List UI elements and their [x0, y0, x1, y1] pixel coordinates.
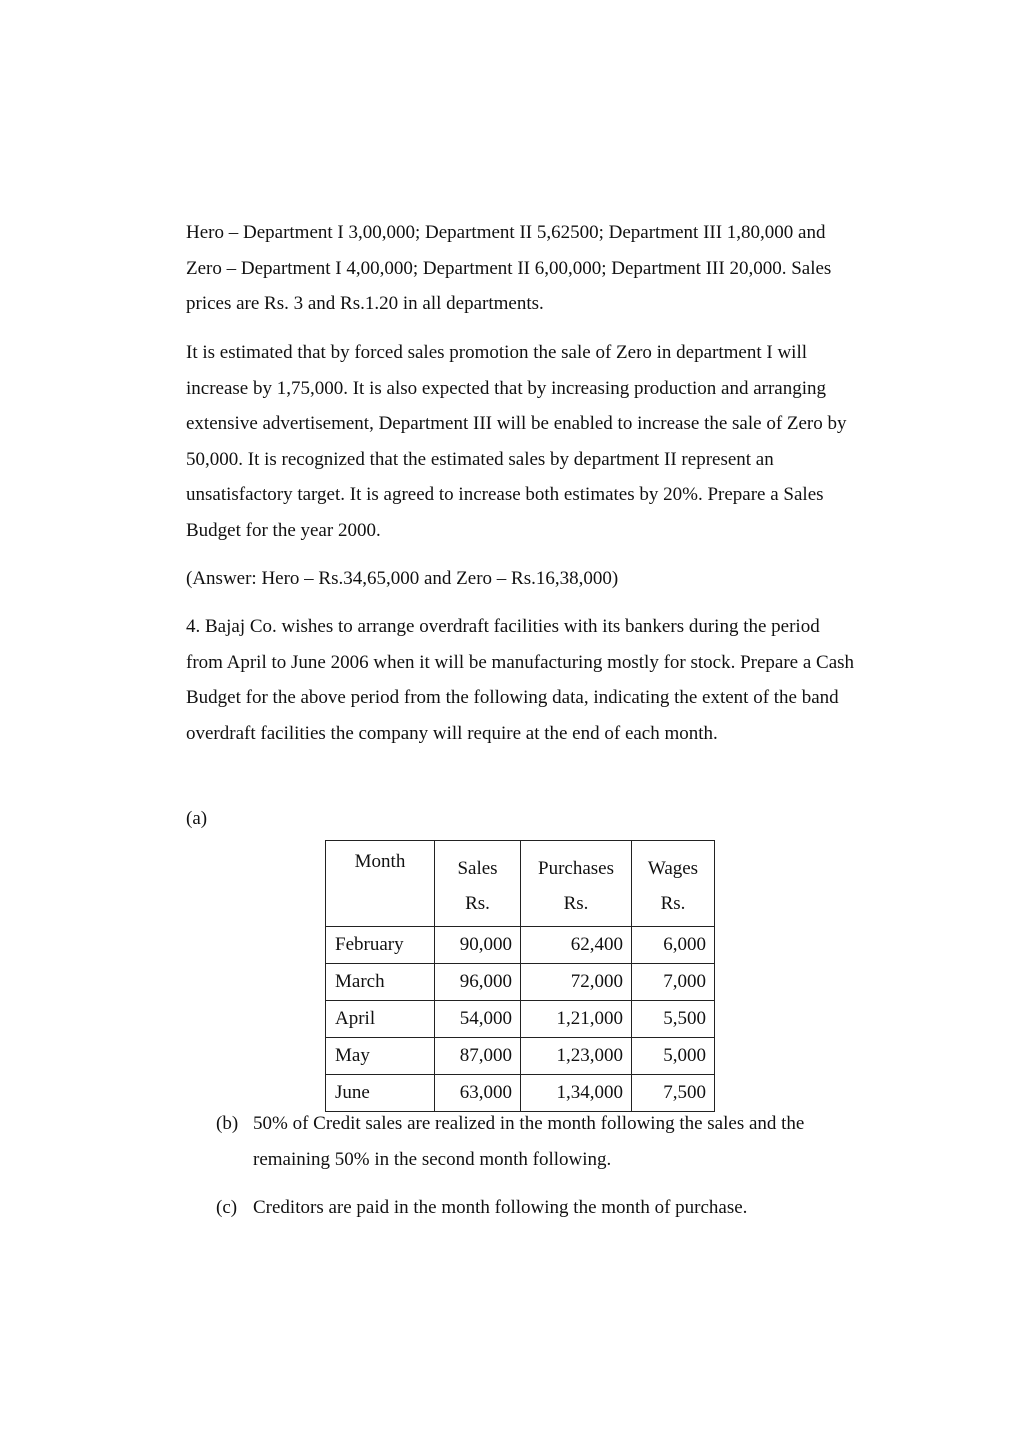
cell-sales: 90,000: [435, 927, 521, 964]
table-row: [326, 964, 715, 1001]
cell-sales: 54,000: [435, 1001, 521, 1038]
table-row: [326, 927, 715, 964]
cell-month: May: [326, 1038, 435, 1075]
paragraph-estimates: It is estimated that by forced sales promotion the sale of Zero in department I will increase by 1,75,000. It is also expected that by increasing production and arranging extensive advertisement, Department III will be enabled to increase the sale of Zero by 50,000. It is recognized that the estimated sales by department II represent an unsatisfactory target. It is agreed to increase both estimates by 20%. Prepare a Sales Budget for the year 2000.: [186, 342, 847, 541]
cell-wages: 6,000: [632, 927, 715, 964]
cell-month: February: [326, 927, 435, 964]
table-header-row: [326, 841, 715, 927]
item-b-marker: (b): [216, 1113, 239, 1134]
header-sales-unit: Rs.: [465, 893, 490, 914]
item-c-text: Creditors are paid in the month following the month of purchase.: [253, 1197, 748, 1218]
header-wages-unit: Rs.: [660, 893, 686, 914]
cell-purchases: 1,21,000: [521, 1001, 632, 1038]
header-purchases-unit: Rs.: [563, 893, 589, 914]
header-sales-label: Sales: [457, 858, 498, 879]
item-a-label: (a): [186, 808, 208, 829]
paragraph-question-4: 4. Bajaj Co. wishes to arrange overdraft facilities with its bankers during the period from April to June 2006 when it will be manufacturing mostly for stock. Prepare a Cash Budget for the above period from the following data, indicating the extent of the band overdraft facilities the company will require at the end of each month.: [186, 616, 855, 744]
cell-wages: 5,000: [632, 1038, 715, 1075]
cell-purchases: 72,000: [521, 964, 632, 1001]
cell-wages: 7,000: [632, 964, 715, 1001]
header-month: Month: [326, 841, 435, 927]
item-b-text: 50% of Credit sales are realized in the month following the sales and the remaining 50% in the second month following.: [253, 1113, 805, 1170]
paragraph-answer: (Answer: Hero – Rs.34,65,000 and Zero – Rs.16,38,000): [186, 568, 619, 589]
cell-month: April: [326, 1001, 435, 1038]
cell-wages: 5,500: [632, 1001, 715, 1038]
header-purchases: [521, 841, 632, 927]
monthly-data-table: [325, 840, 715, 1112]
header-wages-label: Wages: [647, 858, 699, 879]
cell-purchases: 1,34,000: [521, 1075, 632, 1112]
cell-month: June: [326, 1075, 435, 1112]
cell-sales: 96,000: [435, 964, 521, 1001]
paragraph-department-sales: Hero – Department I 3,00,000; Department II 5,62500; Department III 1,80,000 and Zero – Department I 4,00,000; Department II 6,00,000; Department III 20,000. Sales prices are Rs. 3 and Rs.1.20 in all departments.: [186, 222, 832, 314]
cell-purchases: 62,400: [521, 927, 632, 964]
cell-sales: 87,000: [435, 1038, 521, 1075]
item-c-marker: (c): [216, 1197, 238, 1218]
header-sales: [435, 841, 521, 927]
cell-purchases: 1,23,000: [521, 1038, 632, 1075]
cell-wages: 7,500: [632, 1075, 715, 1112]
table-row: [326, 1001, 715, 1038]
table-row: [326, 1038, 715, 1075]
header-purchases-label: Purchases: [538, 858, 614, 879]
header-wages: [632, 841, 715, 927]
cell-month: March: [326, 964, 435, 1001]
cell-sales: 63,000: [435, 1075, 521, 1112]
